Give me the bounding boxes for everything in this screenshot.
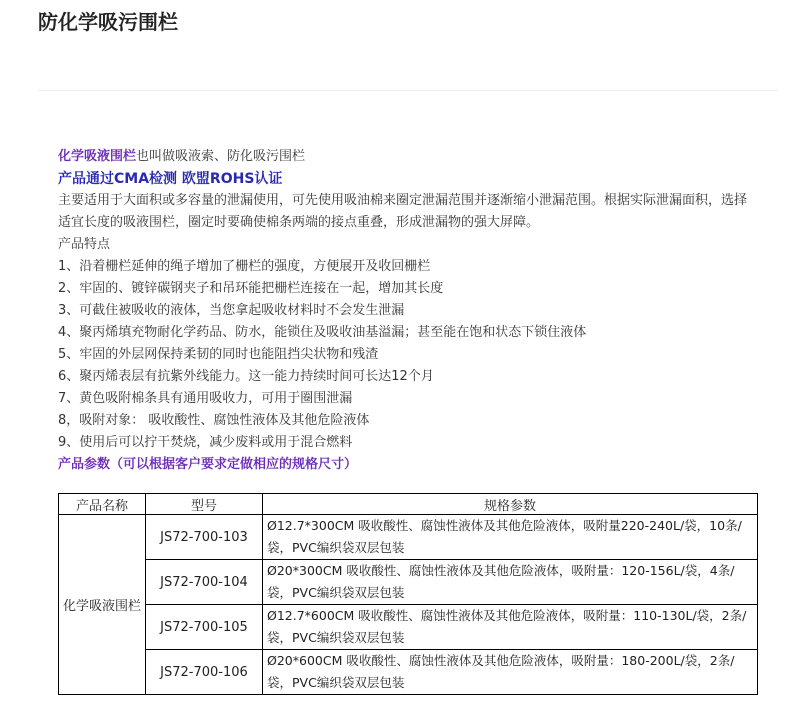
feature-item: 9、使用后可以拧干焚烧，减少废料或用于混合燃料 — [58, 435, 353, 450]
feature-item: 3、可截住被吸收的液体，当您拿起吸收材料时不会发生泄漏 — [58, 303, 405, 318]
spec-table — [58, 493, 758, 695]
product-name-cell: 化学吸液围栏 — [59, 515, 146, 695]
table-row — [59, 560, 758, 605]
feature-item: 6、聚丙烯表层有抗紫外线能力。这一能力持续时间可长达12个月 — [58, 369, 434, 384]
features-heading: 产品特点 — [58, 237, 111, 252]
feature-item: 4、聚丙烯填充物耐化学药品、防水，能锁住及吸收油基溢漏；甚至能在饱和状态下锁住液体 — [58, 325, 587, 340]
description-paragraph: 主要适用于大面积或多容量的泄漏使用，可先使用吸油棉来圈定泄漏范围并逐渐缩小泄漏范围。根据实际泄漏面积，选择适宜长度的吸液围栏，圈定时要确使棉条两端的接点重叠，形成泄漏物的强大屏障。 — [58, 193, 748, 230]
table-row — [59, 605, 758, 650]
page-title: 防化学吸污围栏 — [38, 10, 178, 34]
product-content — [58, 146, 758, 476]
model-cell: JS72-700-103 — [146, 515, 263, 560]
params-title: 产品参数（可以根据客户要求定做相应的规格尺寸） — [58, 457, 358, 472]
spec-cell: Ø12.7*600CM 吸收酸性、腐蚀性液体及其他危险液体，吸附量：110-130L/袋，2条/袋，PVC编织袋双层包装 — [263, 605, 758, 650]
header-product-name: 产品名称 — [59, 494, 146, 515]
header-model: 型号 — [146, 494, 263, 515]
header-spec: 规格参数 — [263, 494, 758, 515]
model-cell: JS72-700-104 — [146, 560, 263, 605]
title-divider — [38, 90, 778, 91]
intro-highlight: 化学吸液围栏 — [58, 149, 137, 164]
feature-item: 7、黄色吸附棉条具有通用吸收力，可用于圈围泄漏 — [58, 391, 353, 406]
model-cell: JS72-700-105 — [146, 605, 263, 650]
intro-line — [58, 146, 758, 168]
feature-item: 1、沿着栅栏延伸的绳子增加了栅栏的强度，方便展开及收回栅栏 — [58, 259, 431, 274]
table-row — [59, 650, 758, 695]
table-header-row — [59, 494, 758, 515]
feature-item: 2、牢固的、镀锌碳钢夹子和吊环能把栅栏连接在一起，增加其长度 — [58, 281, 444, 296]
table-row — [59, 515, 758, 560]
model-cell: JS72-700-106 — [146, 650, 263, 695]
intro-rest: 也叫做吸液索、防化吸污围栏 — [136, 149, 306, 164]
spec-cell: Ø12.7*300CM 吸收酸性、腐蚀性液体及其他危险液体，吸附量220-240L/袋，10条/袋，PVC编织袋双层包装 — [263, 515, 758, 560]
spec-cell: Ø20*600CM 吸收酸性、腐蚀性液体及其他危险液体，吸附量：180-200L/袋，2条/袋，PVC编织袋双层包装 — [263, 650, 758, 695]
spec-cell: Ø20*300CM 吸收酸性、腐蚀性液体及其他危险液体，吸附量：120-156L/袋，4条/袋，PVC编织袋双层包装 — [263, 560, 758, 605]
feature-item: 5、牢固的外层网保持柔韧的同时也能阻挡尖状物和残渣 — [58, 347, 379, 362]
feature-item: 8，吸附对象： 吸收酸性、腐蚀性液体及其他危险液体 — [58, 413, 370, 428]
certification-line: 产品通过CMA检测 欧盟ROHS认证 — [58, 171, 283, 187]
